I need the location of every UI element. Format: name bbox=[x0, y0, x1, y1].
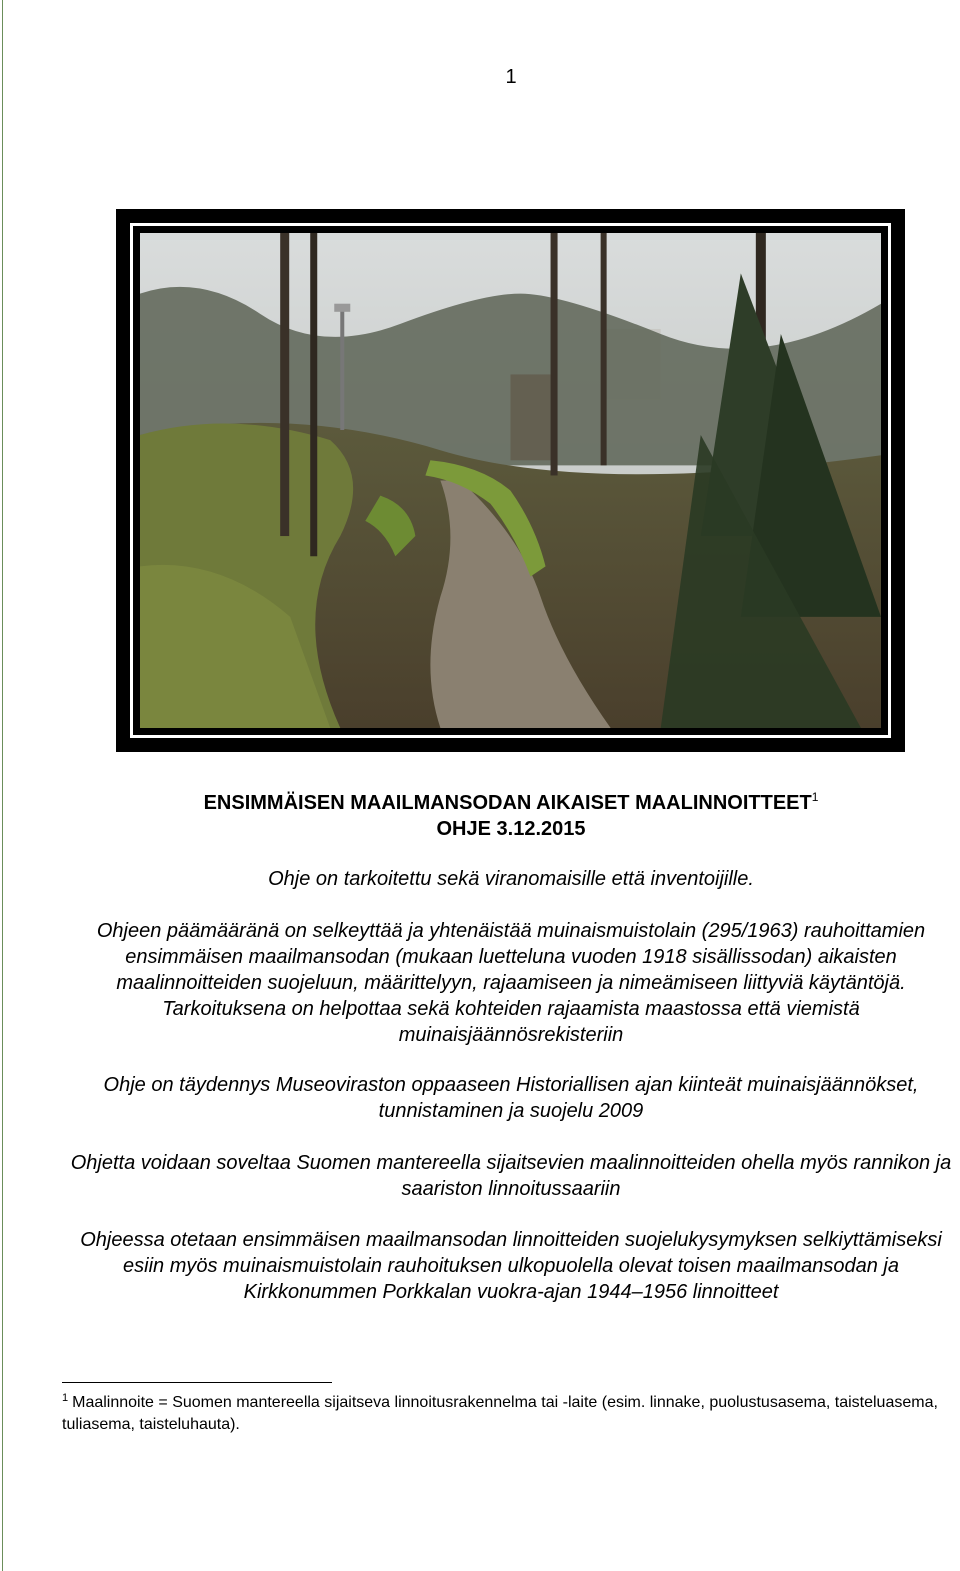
photo-border bbox=[130, 223, 891, 738]
paragraph-supplement: Ohje on täydennys Museoviraston oppaaseen Historiallisen ajan kiinteät muinaisjäännökset, tunnistaminen ja suojelu 2009 bbox=[103, 1074, 919, 1122]
title-line-1 bbox=[0, 790, 960, 816]
paragraph-audience: Ohje on tarkoitettu sekä viranomaisille että inventoijille. bbox=[268, 868, 754, 890]
page-number: 1 bbox=[505, 66, 517, 88]
paragraph-purpose: Ohjeen päämääränä on selkeyttää ja yhtenäistää muinaismuistolain (295/1963) rauhoittamien ensimmäisen maailmansodan (mukaan luetteluna vuoden 1918 sisällissodan) aikaisten maalinnoitteiden suojeluun, määrittelyyn, rajaamiseen ja nimeämiseen liittyviä käytäntöjä. Tarkoituksena on helpottaa sekä kohteiden rajaamista maastossa että viemistä muinaisjäännösrekisteriin bbox=[96, 920, 926, 1046]
title-main-text: ENSIMMÄISEN MAAILMANSODAN AIKAISET MAALINNOITTEET bbox=[203, 792, 812, 814]
left-margin-rule bbox=[2, 0, 3, 1571]
title-footnote-reference[interactable]: 1 bbox=[811, 790, 819, 804]
paragraph-applicability: Ohjetta voidaan soveltaa Suomen mantereella sijaitsevien maalinnoitteiden ohella myös rannikon ja saariston linnoitussaariin bbox=[70, 1152, 952, 1200]
footnote-text: Maalinnoite = Suomen mantereella sijaitseva linnoitusrakennelma tai -laite (esim. linnake, puolustusasema, taisteluasema, tuliasema, taisteluhauta). bbox=[62, 1394, 938, 1433]
forest-trench-photo-icon bbox=[140, 233, 881, 728]
footnote-separator bbox=[62, 1382, 332, 1383]
document-title bbox=[0, 790, 960, 842]
paragraph-scope: Ohjeessa otetaan ensimmäisen maailmansodan linnoitteiden suojelukysymyksen selkiyttämiseksi esiin myös muinaismuistolain rauhoituksen ulkopuolella olevat toisen maailmansodan ja Kirkkonummen Porkkalan vuokra-ajan 1944–1956 linnoitteet bbox=[80, 1229, 942, 1303]
footnote-marker: 1 bbox=[62, 1392, 69, 1404]
footnote bbox=[62, 1392, 960, 1436]
title-line-2: OHJE 3.12.2015 bbox=[436, 818, 586, 840]
photo-frame bbox=[116, 209, 905, 752]
